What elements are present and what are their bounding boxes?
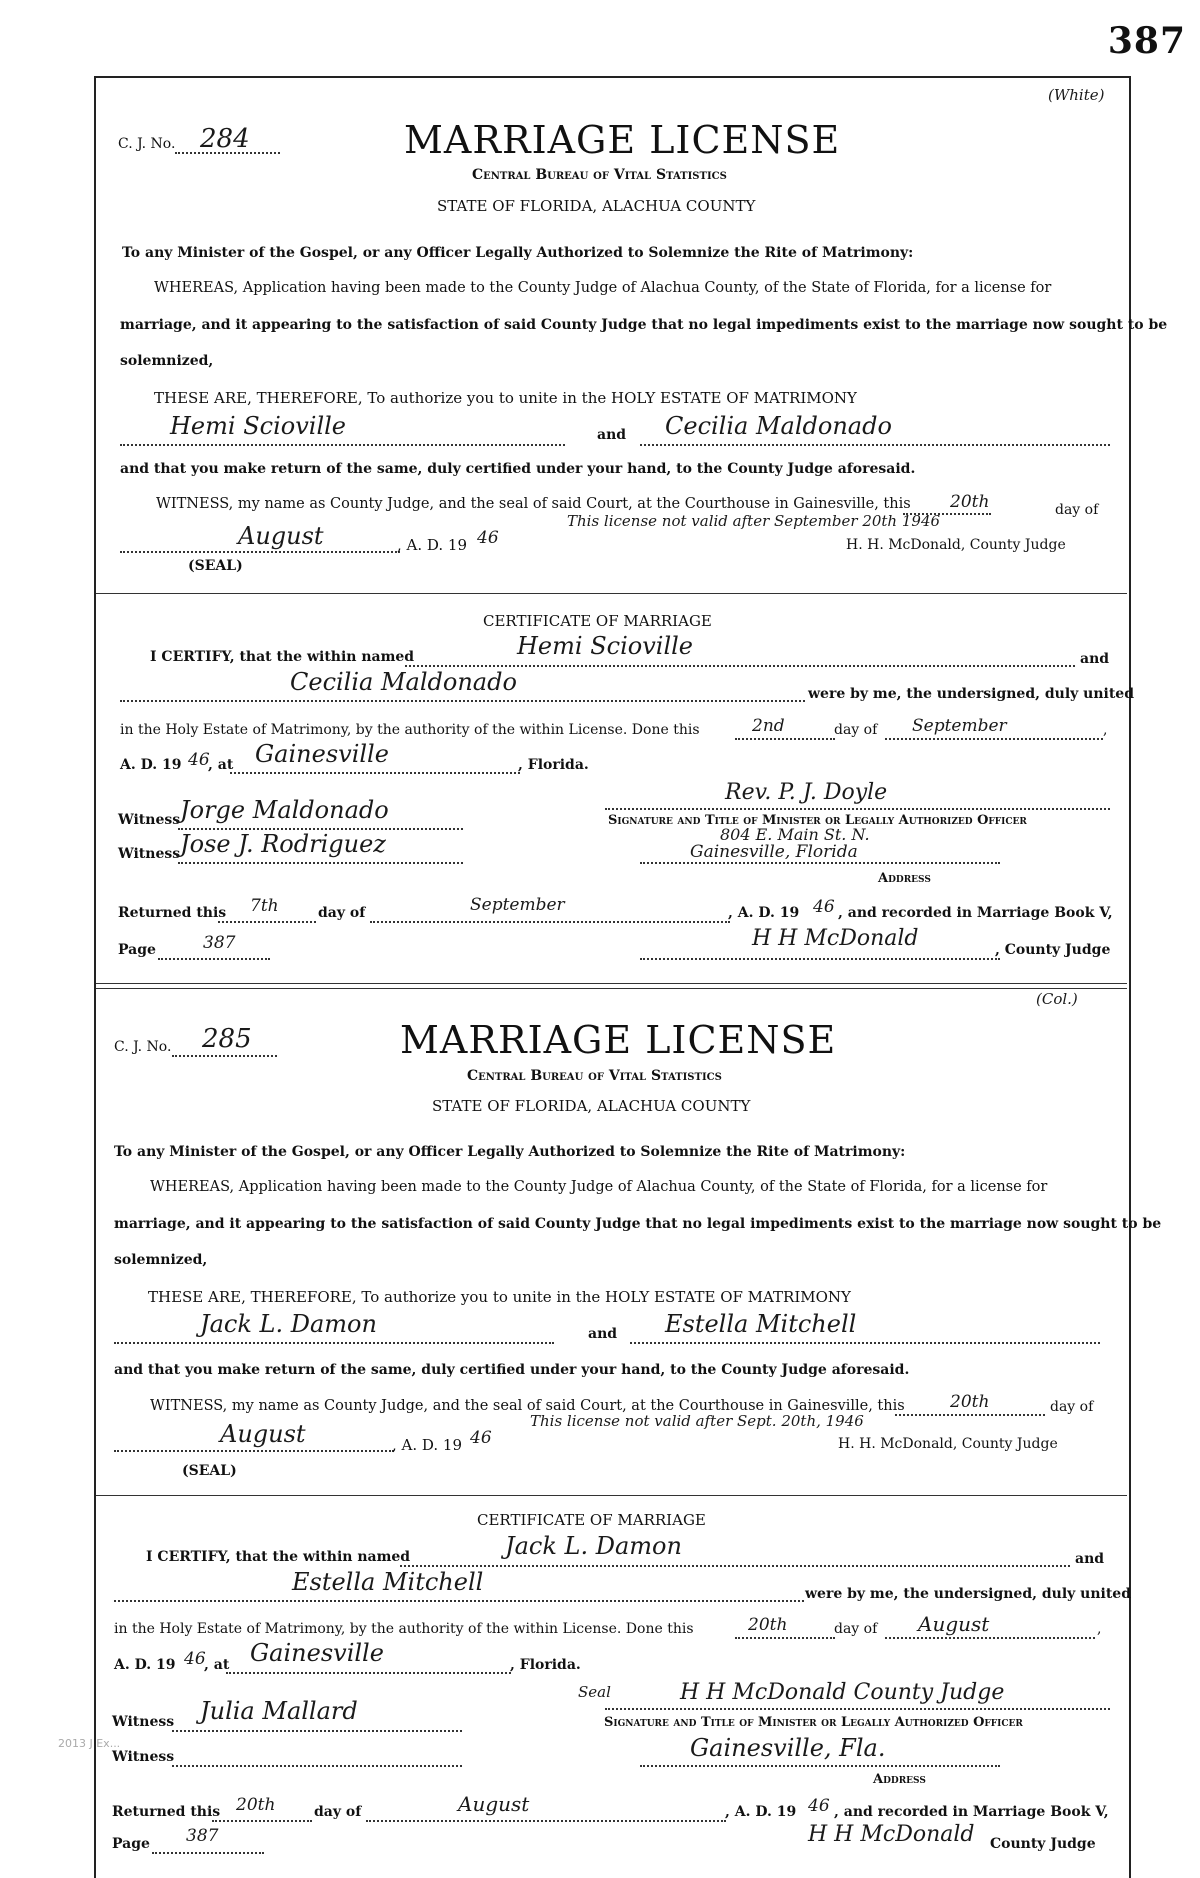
cj-label: C. J. No.: [118, 136, 176, 152]
returned-year: 46: [808, 1796, 830, 1816]
county-judge-signature: H H McDonald: [752, 926, 919, 951]
cert-ad: A. D. 19: [114, 1657, 176, 1673]
cert-ad: A. D. 19: [120, 757, 182, 773]
return-line: and that you make return of the same, duly certified under your hand, to the County Judge aforesaid.: [114, 1362, 910, 1378]
page-value: 387: [203, 933, 236, 953]
certificate-title: CERTIFICATE OF MARRIAGE: [477, 1511, 706, 1529]
witness-1: Julia Mallard: [200, 1697, 358, 1725]
officer-address-2: Gainesville, Florida: [690, 842, 858, 862]
bureau-name: Central Bureau of Vital Statistics: [472, 167, 727, 183]
and-label: and: [588, 1326, 618, 1342]
whereas-line-2: marriage, and it appearing to the satisfaction of said County Judge that no legal impediments exist to the marriage now sought to be: [114, 1216, 1162, 1232]
cert-holy: in the Holy Estate of Matrimony, by the authority of the within License. Done this: [114, 1621, 694, 1637]
therefore-line: THESE ARE, THEREFORE, To authorize you to unite in the HOLY ESTATE OF MATRIMONY: [154, 389, 857, 407]
cert-year: 46: [184, 1649, 206, 1669]
officer-address-1: Gainesville, Fla.: [690, 1734, 886, 1762]
cert-month: September: [912, 716, 1007, 736]
address-caption: Address: [873, 1772, 926, 1787]
cert-place: Gainesville: [255, 740, 389, 768]
ad-label: , A. D. 19: [397, 536, 468, 554]
race-note: (Col.): [1036, 990, 1078, 1008]
witness-1: Jorge Maldonado: [180, 796, 389, 824]
officer-signature: Rev. P. J. Doyle: [725, 780, 888, 805]
day-of-label: day of: [1050, 1399, 1094, 1415]
cert-name-1: Hemi Scioville: [517, 632, 693, 660]
witness-label-2: Witness: [112, 1749, 175, 1765]
returned-month: August: [458, 1792, 530, 1816]
county-judge-label: , County Judge: [995, 942, 1111, 958]
witness-2: Jose J. Rodriguez: [180, 830, 386, 858]
issue-year: 46: [470, 1428, 492, 1448]
judge-line: H. H. McDonald, County Judge: [838, 1436, 1058, 1452]
recorded-text: , and recorded in Marriage Book V,: [838, 905, 1113, 921]
county-judge-signature: H H McDonald: [808, 1822, 975, 1847]
returned-day: 7th: [250, 896, 279, 916]
return-line: and that you make return of the same, duly certified under your hand, to the County Judge aforesaid.: [120, 461, 916, 477]
watermark: 2013 J Ex...: [58, 1737, 121, 1750]
judge-line: H. H. McDonald, County Judge: [846, 537, 1066, 553]
day-of-label: day of: [1055, 502, 1099, 518]
document-frame: [94, 76, 1131, 1878]
cert-at: , at: [208, 757, 234, 773]
officer-caption: Signature and Title of Minister or Legally Authorized Officer: [608, 813, 1027, 828]
cert-day-of: day of: [834, 722, 878, 738]
validity-note: This license not valid after September 20th 1946: [567, 512, 941, 530]
groom-name: Hemi Scioville: [170, 412, 346, 440]
returned-day-of: day of: [314, 1804, 362, 1820]
cert-day: 20th: [748, 1615, 788, 1635]
validity-note: This license not valid after Sept. 20th, 1946: [530, 1412, 864, 1430]
salutation: To any Minister of the Gospel, or any Officer Legally Authorized to Solemnize the Rite of Matrimony:: [114, 1144, 906, 1160]
recorded-text: , and recorded in Marriage Book V,: [834, 1804, 1109, 1820]
and-label: and: [597, 427, 627, 443]
section-divider: [96, 983, 1127, 989]
bride-name: Estella Mitchell: [665, 1310, 857, 1338]
state-county: STATE OF FLORIDA, ALACHUA COUNTY: [432, 1097, 751, 1115]
returned-ad: , A. D. 19: [728, 905, 800, 921]
returned-day: 20th: [236, 1795, 276, 1815]
witness-label-2: Witness: [118, 846, 181, 862]
returned-ad: , A. D. 19: [725, 1804, 797, 1820]
issue-day: 20th: [950, 492, 990, 512]
officer-seal-note: Seal: [578, 1683, 611, 1701]
bride-name: Cecilia Maldonado: [665, 412, 892, 440]
cj-number: 284: [200, 124, 250, 154]
whereas-line-2: marriage, and it appearing to the satisfaction of said County Judge that no legal impediments exist to the marriage now sought to be: [120, 317, 1168, 333]
ad-label: , A. D. 19: [392, 1436, 463, 1454]
cert-holy: in the Holy Estate of Matrimony, by the authority of the within License. Done this: [120, 722, 700, 738]
cert-united: were by me, the undersigned, duly united: [808, 686, 1134, 702]
address-caption: Address: [878, 871, 931, 886]
returned-label: Returned this: [118, 905, 227, 921]
page-value: 387: [186, 1826, 219, 1846]
bureau-name: Central Bureau of Vital Statistics: [467, 1068, 722, 1084]
whereas-line-1: WHEREAS, Application having been made to the County Judge of Alachua County, of the State of Florida, for a license for: [150, 1179, 1048, 1195]
cert-certify: I CERTIFY, that the within named: [150, 649, 415, 665]
page-label: Page: [112, 1836, 150, 1852]
salutation: To any Minister of the Gospel, or any Officer Legally Authorized to Solemnize the Rite of Matrimony:: [122, 245, 914, 261]
whereas-line-3: solemnized,: [120, 353, 214, 369]
issue-year: 46: [477, 528, 499, 548]
cj-number: 285: [202, 1024, 252, 1054]
certificate-title: CERTIFICATE OF MARRIAGE: [483, 612, 712, 630]
returned-month: September: [470, 895, 565, 915]
officer-signature: H H McDonald County Judge: [680, 1680, 1005, 1705]
cert-year: 46: [188, 750, 210, 770]
cert-name-2: Estella Mitchell: [292, 1568, 484, 1596]
seal-label: (SEAL): [182, 1463, 237, 1479]
cert-at: , at: [204, 1657, 230, 1673]
witness-line: WITNESS, my name as County Judge, and the seal of said Court, at the Courthouse in Gainesville, this: [156, 496, 911, 512]
cj-label: C. J. No.: [114, 1039, 172, 1055]
page-number: 387: [1107, 20, 1186, 62]
whereas-line-1: WHEREAS, Application having been made to the County Judge of Alachua County, of the State of Florida, for a license for: [154, 280, 1052, 296]
officer-caption: Signature and Title of Minister or Legally Authorized Officer: [604, 1715, 1023, 1730]
cert-name-1: Jack L. Damon: [505, 1532, 682, 1560]
witness-label-1: Witness: [118, 812, 181, 828]
cert-united: were by me, the undersigned, duly united: [805, 1586, 1131, 1602]
groom-name: Jack L. Damon: [200, 1310, 377, 1338]
returned-day-of: day of: [318, 905, 366, 921]
race-note: (White): [1048, 86, 1105, 104]
cert-florida: , Florida.: [518, 757, 589, 773]
cert-name-2: Cecilia Maldonado: [290, 668, 517, 696]
license-title: MARRIAGE LICENSE: [404, 118, 841, 162]
issue-day: 20th: [950, 1392, 990, 1412]
cert-and: and: [1075, 1551, 1105, 1567]
seal-label: (SEAL): [188, 558, 243, 574]
witness-line: WITNESS, my name as County Judge, and the seal of said Court, at the Courthouse in Gainesville, this: [150, 1398, 905, 1414]
issue-month: August: [220, 1420, 306, 1448]
page-label: Page: [118, 942, 156, 958]
returned-year: 46: [813, 897, 835, 917]
officer-address-1: 804 E. Main St. N.: [720, 825, 870, 844]
witness-label-1: Witness: [112, 1714, 175, 1730]
license-title: MARRIAGE LICENSE: [400, 1018, 837, 1062]
whereas-line-3: solemnized,: [114, 1252, 208, 1268]
state-county: STATE OF FLORIDA, ALACHUA COUNTY: [437, 197, 756, 215]
issue-month: August: [238, 522, 324, 550]
cert-place: Gainesville: [250, 1639, 384, 1667]
returned-label: Returned this: [112, 1804, 221, 1820]
cert-day-of: day of: [834, 1621, 878, 1637]
cert-and: and: [1080, 651, 1110, 667]
cert-day: 2nd: [752, 716, 785, 736]
cert-florida: , Florida.: [510, 1657, 581, 1673]
cert-certify: I CERTIFY, that the within named: [146, 1549, 411, 1565]
county-judge-label: County Judge: [990, 1836, 1096, 1852]
cert-month: August: [918, 1612, 990, 1636]
therefore-line: THESE ARE, THEREFORE, To authorize you to unite in the HOLY ESTATE OF MATRIMONY: [148, 1288, 851, 1306]
